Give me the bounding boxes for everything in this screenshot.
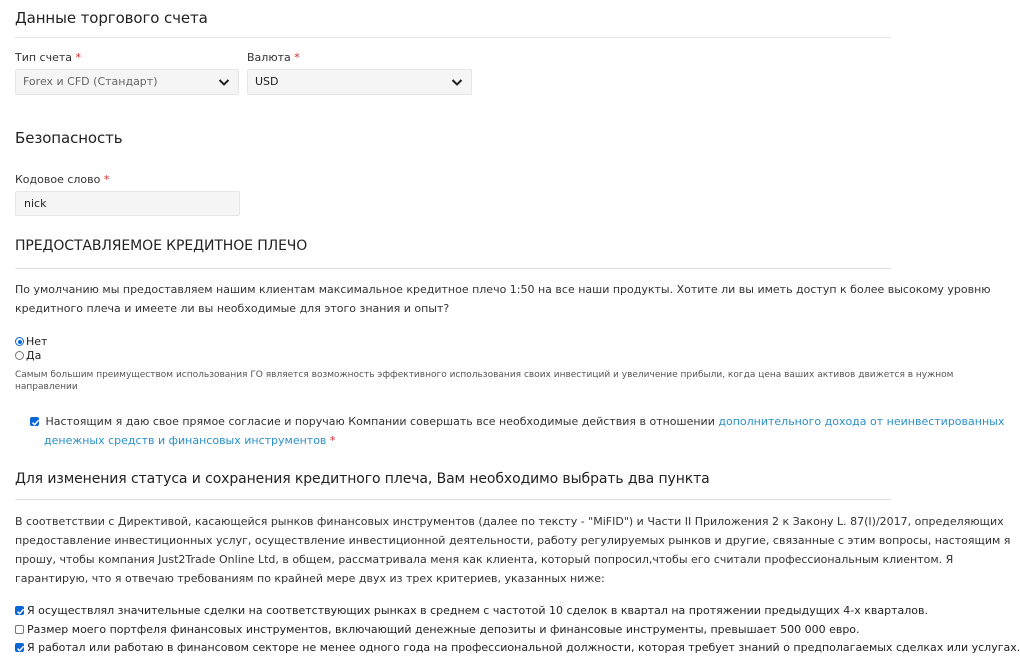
criterion-3-text: Я работал или работаю в финансовом секторе не менее одного года на профессиональной должности, которая требует знаний о предполагаемых сделках или услугах. bbox=[27, 641, 1020, 654]
currency-label: Валюта * bbox=[247, 51, 300, 64]
required-mark: * bbox=[329, 434, 336, 447]
check-icon bbox=[16, 607, 25, 616]
status-section-title: Для изменения статуса и сохранения кредитного плеча, Вам необходимо выбрать два пункта bbox=[15, 471, 710, 487]
radio-selected-icon[interactable] bbox=[15, 337, 24, 346]
criterion-1-text: Я осуществлял значительные сделки на соответствующих рынках в среднем с частотой 10 сделок в квартал на протяжении предыдущих 4-х кварталов. bbox=[27, 604, 928, 617]
criterion-2[interactable] bbox=[15, 623, 860, 637]
consent-link-continued[interactable]: денежных средств и финансовых инструментов bbox=[44, 434, 327, 447]
radio-yes[interactable]: Да bbox=[15, 349, 41, 363]
currency-value: USD bbox=[255, 75, 279, 88]
radio-no[interactable]: Нет bbox=[15, 335, 47, 349]
consent-block bbox=[30, 412, 1005, 450]
criterion-2-checkbox[interactable] bbox=[15, 625, 24, 634]
code-word-label: Кодовое слово * bbox=[15, 173, 110, 186]
consent-link[interactable]: дополнительного дохода от неинвестированных bbox=[718, 415, 1005, 428]
chevron-down-icon bbox=[218, 77, 230, 87]
criterion-3[interactable] bbox=[15, 641, 1020, 655]
consent-checkbox[interactable] bbox=[30, 417, 39, 426]
criterion-3-checkbox[interactable] bbox=[15, 643, 24, 652]
criterion-2-text: Размер моего портфеля финансовых инструментов, включающий денежные депозиты и финансовые инструменты, превышает 500 000 евро. bbox=[27, 623, 860, 636]
divider bbox=[15, 499, 891, 500]
account-type-select[interactable] bbox=[15, 69, 239, 95]
leverage-section-title: ПРЕДОСТАВЛЯЕМОЕ КРЕДИТНОЕ ПЛЕЧО bbox=[15, 238, 308, 254]
criterion-1[interactable] bbox=[15, 604, 928, 618]
account-type-label: Тип счета * bbox=[15, 51, 82, 64]
account-type-value: Forex и CFD (Стандарт) bbox=[23, 75, 158, 88]
trading-section-title: Данные торгового счета bbox=[15, 9, 208, 27]
currency-select[interactable] bbox=[247, 69, 472, 95]
check-icon bbox=[16, 644, 25, 653]
check-icon bbox=[31, 418, 40, 427]
leverage-note: Самым большим преимуществом использования ГО является возможность эффективного использования своих инвестиций и увеличение прибыли, когда цена ваших активов движется в нужном направлении bbox=[15, 370, 954, 392]
chevron-down-icon bbox=[451, 77, 463, 87]
security-section-title: Безопасность bbox=[15, 129, 123, 147]
divider bbox=[15, 268, 891, 269]
divider bbox=[15, 37, 891, 38]
criterion-1-checkbox[interactable] bbox=[15, 606, 24, 615]
leverage-question: По умолчанию мы предоставляем нашим клиентам максимальное кредитное плечо 1:50 на все наши продукты. Хотите ли вы иметь доступ к более высокому уровню кредитного плеча и имеете ли вы необходимые для этого знания и опыт? bbox=[15, 283, 991, 315]
radio-empty-icon[interactable] bbox=[15, 351, 24, 360]
code-word-value: nick bbox=[24, 197, 47, 210]
status-description: В соответствии с Директивой, касающейся рынков финансовых инструментов (далее по тексту - "MiFID") и Части II Приложения 2 к Закону L. 87(I)/2017, определяющих предоставление инвестиционных услуг, осуществление инвестиционной деятельности, работу регулируемых рынков и другие, связанные с этим вопросы, настоящим я прошу, чтобы компания Just2Trade Online Ltd, в общем, рассматривала меня как клиента, который попросил,чтобы его считали профессиональным клиентом. Я гарантирую, что я отвечаю требованиям по крайней мере двух из трех критериев, указанных ниже: bbox=[15, 515, 1011, 585]
code-word-input[interactable] bbox=[15, 191, 240, 216]
consent-text: Настоящим я даю свое прямое согласие и поручаю Компании совершать все необходимые действия в отношении bbox=[45, 415, 715, 428]
